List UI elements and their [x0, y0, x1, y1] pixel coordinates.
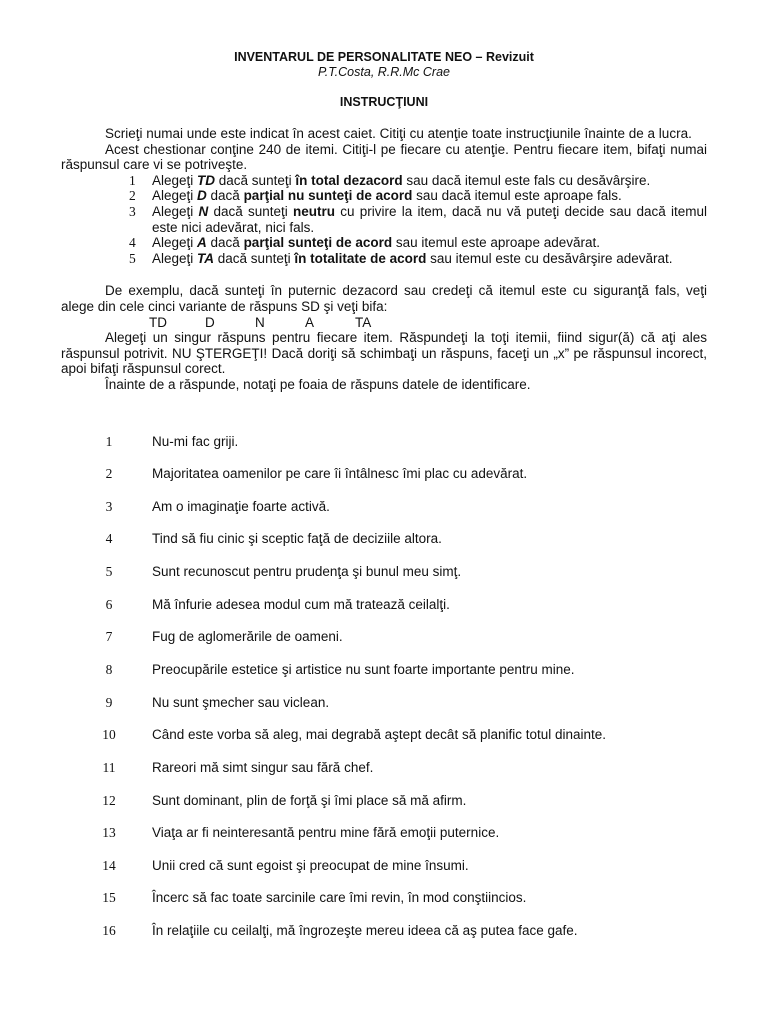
option-label: D	[205, 314, 215, 330]
rule-text: dacă sunteţi	[208, 203, 294, 219]
rule-code: TA	[197, 250, 215, 266]
rule-text: sau itemul este aproape adevărat.	[392, 235, 600, 251]
item-number: 11	[102, 760, 116, 775]
item-number: 2	[105, 466, 113, 481]
rule-text: dacă sunteţi	[215, 172, 296, 188]
item-text: Nu-mi fac griji.	[152, 434, 239, 449]
rule-code: TD	[197, 172, 216, 188]
item-text: Preocupările estetice şi artistice nu sunt foarte importante pentru mine.	[152, 662, 575, 677]
item-number: 8	[105, 662, 113, 677]
answer-rule	[61, 235, 707, 251]
rule-text: Alegeţi	[152, 250, 198, 266]
instruction-paragraph-2: Acest chestionar conţine 240 de itemi. Citiţi-l pe fiecare cu atenţie. Pentru fiecare item, bifaţi numai răspunsul care vi se potriveşte.	[61, 141, 707, 173]
rule-text: dacă sunteţi	[214, 250, 295, 266]
rule-text: Alegeţi	[152, 188, 198, 204]
answer-rule	[61, 188, 707, 204]
item-number: 14	[102, 858, 116, 873]
rule-number: 1	[129, 172, 136, 188]
rule-text: sau dacă itemul este fals cu desăvârşire.	[402, 172, 651, 188]
rule-number: 2	[129, 188, 136, 204]
item-text: Viaţa ar fi neinteresantă pentru mine fără emoţii puternice.	[152, 825, 500, 840]
document-authors: P.T.Costa, R.R.Mc Crae	[318, 65, 450, 79]
item-number: 9	[105, 695, 113, 710]
item-number: 7	[105, 629, 113, 644]
rule-text: dacă	[206, 235, 244, 251]
item-text: Încerc să fac toate sarcinile care îmi revin, în mod conştiincios.	[152, 890, 527, 905]
item-text: Tind să fiu cinic şi sceptic faţă de deciziile altora.	[152, 531, 442, 546]
rule-text: sau dacă itemul este aproape fals.	[412, 188, 622, 204]
answer-rule	[61, 251, 707, 267]
rule-code: A	[197, 235, 207, 251]
option-label: TD	[149, 314, 167, 330]
item-text: Sunt recunoscut pentru prudenţa şi bunul meu simţ.	[152, 564, 462, 579]
spacer	[61, 266, 707, 283]
instructions-body	[61, 126, 707, 393]
rule-text: Alegeţi	[152, 203, 199, 219]
rule-number: 4	[129, 235, 136, 251]
rule-emphasis: în total dezacord	[295, 172, 403, 188]
item-number: 5	[105, 564, 113, 579]
item-text: Sunt dominant, plin de forţă şi îmi place să mă afirm.	[152, 793, 467, 808]
rule-number: 5	[129, 250, 136, 266]
answer-rule	[61, 173, 707, 189]
option-label: A	[305, 314, 315, 330]
rule-text: Alegeţi	[152, 235, 198, 251]
item-number: 4	[105, 531, 113, 546]
document-header	[0, 49, 768, 80]
rule-text: cu privire la item, dacă nu vă puteţi decide sau dacă itemul este nici adevărat, nici fals.	[152, 203, 707, 235]
answer-rule	[61, 204, 707, 235]
rule-emphasis: în totalitate de acord	[294, 250, 427, 266]
answer-options	[61, 315, 707, 331]
rule-emphasis: parţial sunteţi de acord	[243, 235, 393, 251]
rule-emphasis: parţial nu sunteţi de acord	[243, 188, 413, 204]
item-text: Nu sunt şmecher sau viclean.	[152, 695, 330, 710]
instruction-paragraph-3: De exemplu, dacă sunteţi în puternic dezacord sau credeţi că itemul este cu siguranţă fals, veţi alege din cele cinci variante de răspuns SD şi veţi bifa:	[61, 283, 707, 314]
item-number: 3	[105, 499, 113, 514]
rule-emphasis: neutru	[293, 203, 336, 219]
item-number: 13	[102, 825, 116, 840]
document-title: INVENTARUL DE PERSONALITATE NEO – Revizuit	[234, 50, 534, 64]
item-number: 10	[102, 727, 116, 742]
rule-code: N	[198, 203, 209, 219]
item-text: Când este vorba să aleg, mai degrabă aştept decât să planific totul dinainte.	[152, 727, 607, 742]
item-text: În relaţiile cu ceilalţi, mă îngrozeşte mereu ideea că aş putea face gafe.	[152, 923, 578, 938]
option-label: TA	[355, 314, 372, 330]
item-number: 12	[102, 793, 116, 808]
instruction-paragraph-5: Înainte de a răspunde, notaţi pe foaia de răspuns datele de identificare.	[105, 376, 531, 392]
rule-text: dacă	[206, 188, 244, 204]
rule-text: sau itemul este cu desăvârşire adevărat.	[426, 250, 673, 266]
item-text: Mă înfurie adesea modul cum mă tratează ceilalţi.	[152, 597, 450, 612]
rule-code: D	[197, 188, 207, 204]
item-text: Rareori mă simt singur sau fără chef.	[152, 760, 374, 775]
item-number: 16	[102, 923, 116, 938]
instruction-paragraph-4: Alegeţi un singur răspuns pentru fiecare item. Răspundeţi la toţi itemii, fiind sigur(ă) că aţi ales răspunsul potrivit. NU ŞTERGEŢI! Dacă doriţi să schimbaţi un răspuns, faceţi un „x” pe răspunsul incorect, apoi bifaţi răspunsul corect.	[61, 330, 707, 377]
rule-text: Alegeţi	[152, 172, 198, 188]
item-text: Unii cred că sunt egoist şi preocupat de mine însumi.	[152, 858, 469, 873]
option-label: N	[255, 314, 265, 330]
instructions-heading: INSTRUCŢIUNI	[339, 95, 429, 109]
item-text: Am o imaginaţie foarte activă.	[152, 499, 330, 514]
instruction-paragraph-1: Scrieţi numai unde este indicat în acest caiet. Citiţi cu atenţie toate instrucţiunile înainte de a lucra.	[105, 126, 692, 141]
item-number: 1	[105, 434, 113, 449]
item-number: 6	[105, 597, 113, 612]
item-text: Fug de aglomerările de oameni.	[152, 629, 343, 644]
answer-rules-list	[61, 173, 707, 267]
item-number: 15	[102, 890, 116, 905]
item-text: Majoritatea oamenilor pe care îi întâlnesc îmi plac cu adevărat.	[152, 466, 528, 481]
rule-number: 3	[129, 203, 136, 219]
